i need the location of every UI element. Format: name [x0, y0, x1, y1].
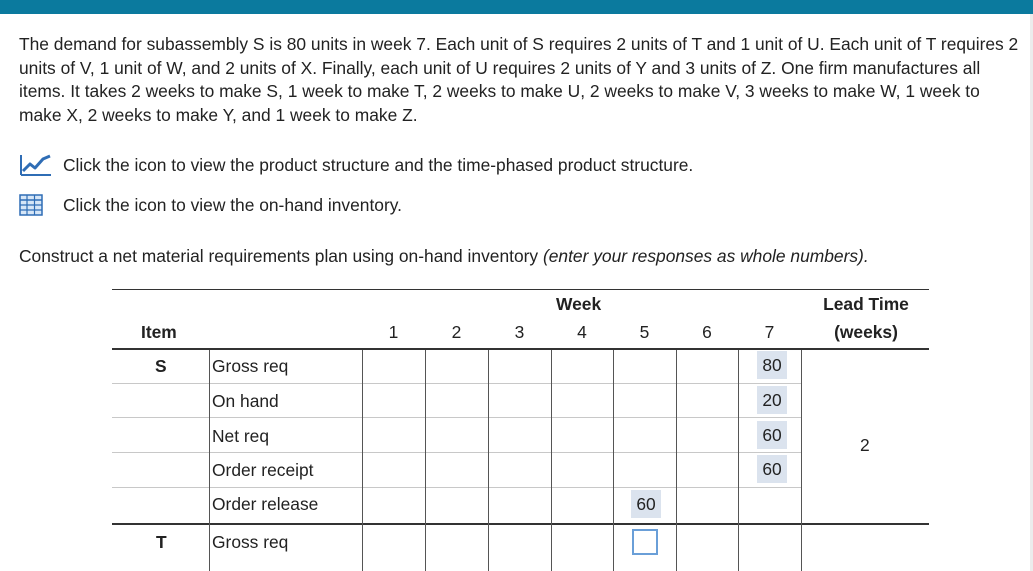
week-5-label: 5 [639, 322, 650, 342]
column-rule [738, 350, 739, 571]
column-rule [551, 350, 552, 571]
item-s-label: S [155, 356, 167, 376]
table-icon[interactable] [19, 193, 43, 217]
week-2-label: 2 [451, 322, 462, 342]
table-top-rule [112, 289, 929, 290]
s-on-hand-week-7: 20 [757, 386, 787, 414]
row-label-order-receipt: Order receipt [212, 460, 314, 480]
column-rule [209, 350, 210, 571]
mrp-table [112, 289, 929, 571]
problem-statement: The demand for subassembly S is 80 units in week 7. Each unit of S requires 2 units of T and 1 unit of U. Each unit of T requires 2 units of V, 1 unit of W, and 2 units of X. Finally, each unit of U requires 2 units of Y and 3 units of Z. One firm manufactures all items. It takes 2 weeks to make S, 1 week to make T, 2 weeks to make U, 2 weeks to make V, 3 weeks to make W, 1 week to make X, 2 weeks to make Y, and 1 week to make Z. [19, 34, 1019, 125]
product-structure-text: Click the icon to view the product structure and the time-phased product structure. [63, 154, 694, 175]
row-label-order-release: Order release [212, 494, 319, 514]
item-divider-rule [112, 523, 929, 525]
column-rule [488, 350, 489, 571]
s-lead-time: 2 [860, 435, 870, 455]
week-3-label: 3 [514, 322, 525, 342]
s-order-release-week-5: 60 [631, 490, 661, 518]
on-hand-inventory-link[interactable] [19, 192, 402, 218]
column-rule [362, 350, 363, 571]
on-hand-inventory-text: Click the icon to view the on-hand inventory. [63, 194, 402, 215]
table-header-rule [112, 348, 929, 350]
s-gross-req-week-7: 80 [757, 351, 787, 379]
row-label-gross-req: Gross req [212, 532, 289, 552]
s-order-receipt-week-7: 60 [757, 455, 787, 483]
row-label-net-req: Net req [212, 426, 270, 446]
instruction-note: (enter your responses as whole numbers). [542, 246, 869, 266]
column-rule [425, 350, 426, 571]
week-header: Week [556, 294, 602, 314]
week-4-label: 4 [577, 322, 587, 342]
lead-time-header: Lead Time [823, 294, 909, 314]
row-rule [112, 452, 801, 453]
item-t-label: T [156, 532, 167, 552]
header-bar [0, 0, 1033, 14]
t-gross-req-week-5-input[interactable] [632, 529, 658, 555]
column-rule [676, 350, 677, 571]
row-rule [112, 383, 801, 384]
row-label-gross-req: Gross req [212, 356, 289, 376]
column-rule [801, 350, 802, 571]
s-net-req-week-7: 60 [757, 421, 787, 449]
week-7-label: 7 [764, 322, 775, 342]
column-rule [613, 350, 614, 571]
chart-icon[interactable] [19, 153, 53, 177]
lead-time-unit: (weeks) [834, 322, 898, 342]
week-1-label: 1 [388, 322, 399, 342]
row-rule [112, 487, 801, 488]
item-header: Item [141, 322, 177, 342]
row-label-on-hand: On hand [212, 391, 279, 411]
product-structure-link[interactable] [19, 152, 693, 178]
instruction [19, 246, 869, 267]
week-6-label: 6 [702, 322, 712, 342]
row-rule [112, 417, 801, 418]
instruction-text: Construct a net material requirements plan using on-hand inventory [19, 246, 543, 266]
